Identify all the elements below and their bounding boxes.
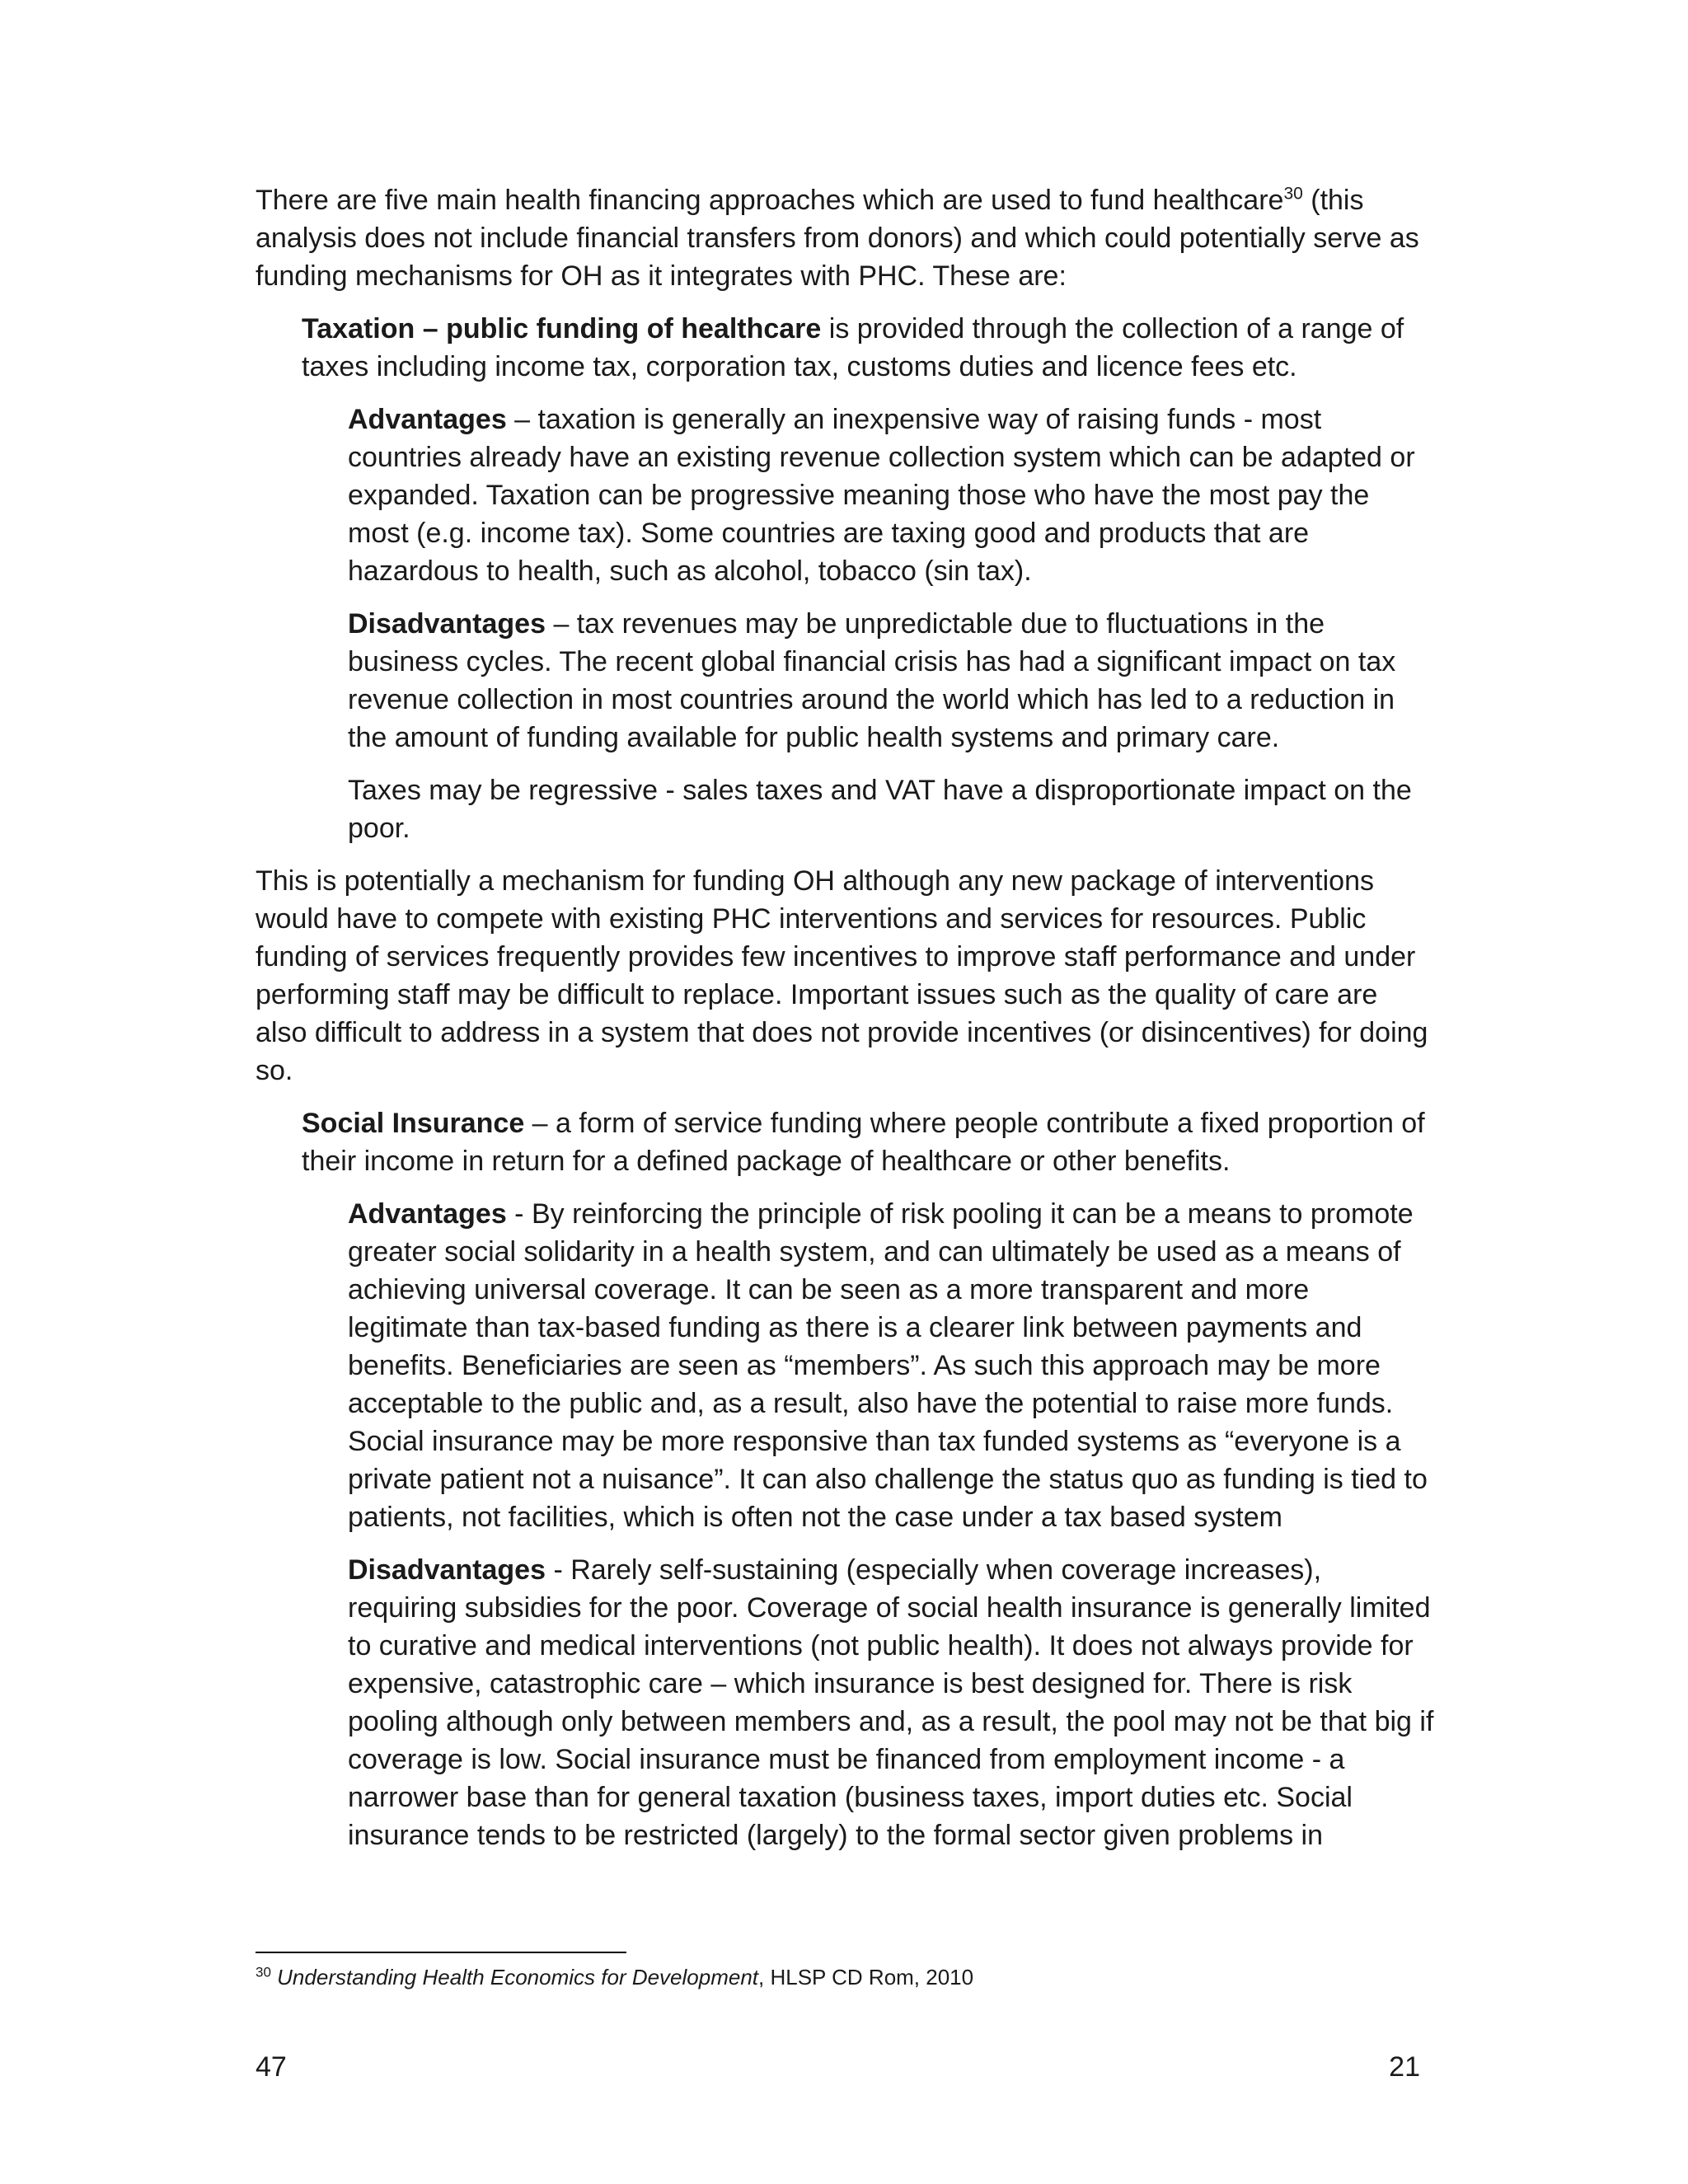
- intro-paragraph: There are five main health financing approaches which are used to fund healthcare$^{30}$ (this analysis does not include financial transfers from donors) and which could potentially serve as funding mechanisms for OH as it integrates with PHC. These are:: [256, 184, 1419, 292]
- page-number-left: 47: [256, 2051, 287, 2083]
- footnote-number: 30: [256, 1964, 271, 1980]
- taxation-advantages: Advantages – taxation is generally an inexpensive way of raising funds - most countries already have an existing revenue collection system which can be adapted or expanded. Taxation can be progressive meaning those who have the most pay the most (e.g. income tax). Some countries are taxing good and products that are hazardous to health, such as alcohol, tobacco (sin tax).: [348, 404, 1415, 587]
- social-insurance-definition: Social Insurance – a form of service funding where people contribute a fixed proportion of their income in return for a defined package of healthcare or other benefits.: [302, 1108, 1425, 1177]
- taxation-heading: Taxation – public funding of healthcare: [302, 313, 822, 344]
- footnote: [256, 1963, 1434, 1991]
- taxation-disadvantages: Disadvantages – tax revenues may be unpredictable due to fluctuations in the business cycles. The recent global financial crisis has had a significant impact on tax revenue collection in most countries around the world which has led to a reduction in the amount of funding available for public health systems and primary care.: [348, 608, 1396, 753]
- social-insurance-disadvantages: Disadvantages - Rarely self-sustaining (especially when coverage increases), requiring subsidies for the poor. Coverage of social health insurance is generally limited to curative and medical interventions (not public health). It does not always provide for expensive, catastrophic care – which insurance is best designed for. There is risk pooling although only between members and, as a result, the pool may not be that big if coverage is low. Social insurance must be financed from employment income - a narrower base than for general taxation (business taxes, import duties etc. Social insurance tends to be restricted (largely) to the formal sector given problems in: [348, 1554, 1434, 1851]
- taxation-regressive: Taxes may be regressive - sales taxes and VAT have a disproportionate impact on the poor.: [348, 775, 1412, 844]
- taxation-definition: Taxation – public funding of healthcare is provided through the collection of a range of taxes including income tax, corporation tax, customs duties and licence fees etc.: [302, 313, 1404, 382]
- page-number-right: 21: [1389, 2051, 1420, 2083]
- mechanism-paragraph: This is potentially a mechanism for funding OH although any new package of interventions would have to compete with existing PHC interventions and services for resources. Public funding of services frequently provides few incentives to improve staff performance and under performing staff may be difficult to replace. Important issues such as the quality of care are also difficult to address in a system that does not provide incentives (or disincentives) for doing so.: [256, 865, 1428, 1086]
- footnote-reference[interactable]: 30: [1283, 184, 1303, 204]
- disadvantages-label: Disadvantages: [348, 608, 546, 640]
- advantages-label: Advantages: [348, 404, 507, 435]
- social-insurance-heading: Social Insurance: [302, 1108, 525, 1139]
- social-insurance-advantages: Advantages - By reinforcing the principle of risk pooling it can be a means to promote greater social solidarity in a health system, and can ultimately be used as a means of achieving universal coverage. It can be seen as a more transparent and more legitimate than tax-based funding as there is a clearer link between payments and benefits. Beneficiaries are seen as “members”. As such this approach may be more acceptable to the public and, as a result, also have the potential to raise more funds. Social insurance may be more responsive than tax funded systems as “everyone is a private patient not a nuisance”. It can also challenge the status quo as funding is tied to patients, not facilities, which is often not the case under a tax based system: [348, 1198, 1428, 1533]
- advantages-label: Advantages: [348, 1198, 507, 1230]
- disadvantages-label: Disadvantages: [348, 1554, 546, 1586]
- footnote-divider: [256, 1952, 626, 1953]
- footnote-title: Understanding Health Economics for Development: [277, 1965, 759, 1990]
- body-text: [256, 181, 1434, 1854]
- footnote-source: , HLSP CD Rom, 2010: [758, 1965, 974, 1990]
